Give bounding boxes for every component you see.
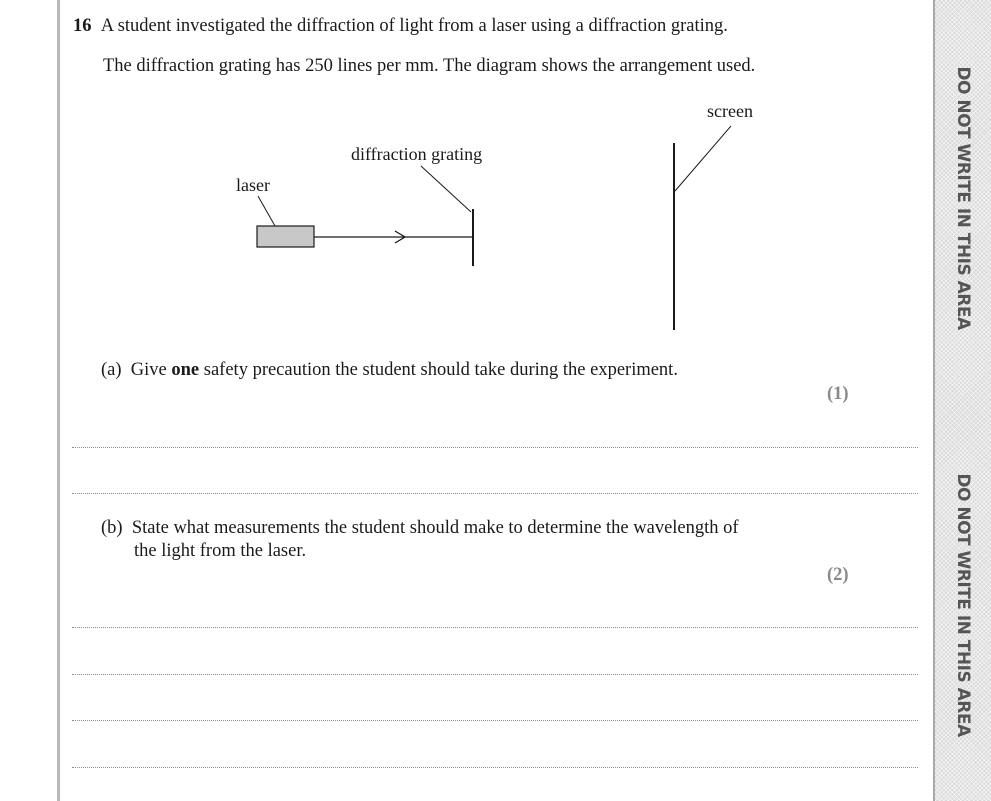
laser-label: laser bbox=[236, 175, 270, 195]
part-a-marks: (1) bbox=[827, 384, 849, 404]
answer-line-b4[interactable] bbox=[72, 767, 918, 768]
part-b-line1: State what measurements the student should make to determine the wavelength of bbox=[131, 518, 739, 538]
laser-label-leader bbox=[258, 196, 275, 226]
side-warning-top-text: DO NOT WRITE IN THIS AREA bbox=[953, 66, 973, 330]
side-warning-bottom-text: DO NOT WRITE IN THIS AREA bbox=[953, 473, 973, 737]
part-a-question bbox=[101, 360, 678, 381]
part-b-label: (b) bbox=[101, 518, 123, 538]
part-a-text-after: safety precaution the student should take during the experiment. bbox=[199, 360, 678, 380]
part-b-line2: the light from the laser. bbox=[134, 541, 307, 561]
grating-label: diffraction grating bbox=[351, 144, 483, 164]
question-detail: The diffraction grating has 250 lines per mm. The diagram shows the arrangement used. bbox=[103, 56, 756, 76]
laser-box bbox=[257, 226, 314, 247]
answer-line-a2[interactable] bbox=[72, 493, 918, 494]
part-b-question bbox=[101, 518, 739, 539]
screen-label: screen bbox=[707, 101, 753, 121]
grating-label-leader bbox=[421, 166, 471, 212]
question-intro-text: A student investigated the diffraction of light from a laser using a diffraction grating. bbox=[100, 16, 728, 36]
answer-line-b3[interactable] bbox=[72, 720, 918, 721]
part-b-marks: (2) bbox=[827, 565, 849, 585]
answer-line-b1[interactable] bbox=[72, 627, 918, 628]
answer-line-a1[interactable] bbox=[72, 447, 918, 448]
question-number: 16 bbox=[73, 16, 92, 36]
part-a-text-before: Give bbox=[130, 360, 172, 380]
answer-line-b2[interactable] bbox=[72, 674, 918, 675]
part-a-label: (a) bbox=[101, 360, 122, 380]
screen-label-leader bbox=[675, 126, 731, 191]
part-a-emphasis: one bbox=[171, 360, 200, 380]
